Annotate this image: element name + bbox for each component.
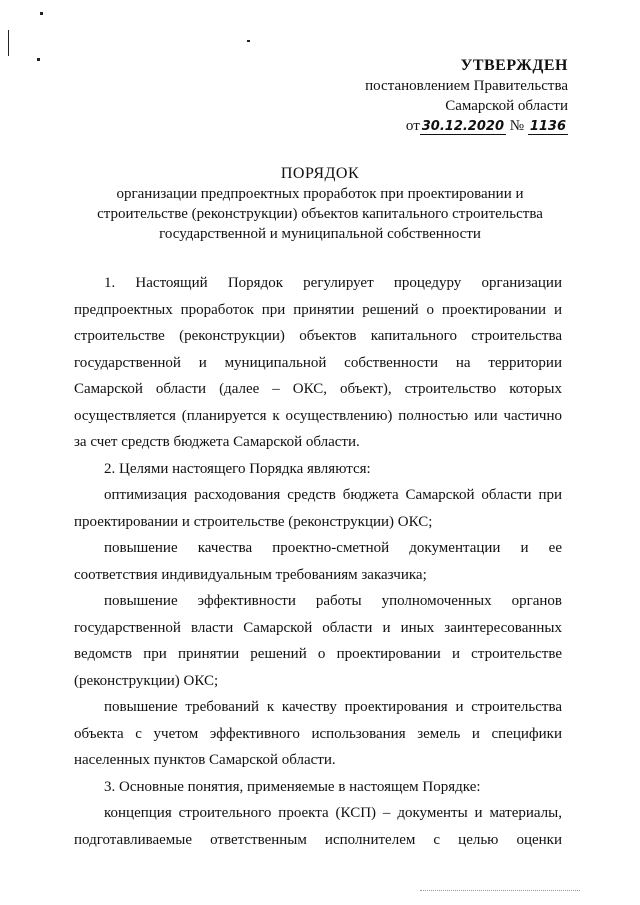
title-line-2: организации предпроектных проработок при проектировании и [116,186,524,202]
approval-heading: УТВЕРЖДЕН [460,57,568,74]
title-line-4: государственной и муниципальной собственности [159,226,481,242]
handwritten-date: 30.12.2020 [421,119,504,134]
scan-mark [37,58,40,61]
paragraph-1: 1. Настоящий Порядок регулирует процедуру организации предпроектных проработок при принятии решений о проектировании и строительстве (реконструкции) объектов капитального строительства государственной и муниципальной собственности на территории Самарской области (далее – ОКС, объект), строительство которых осуществляется (планируется к осуществлению) полностью или частично за счет средств бюджета Самарской области. [74,275,562,450]
title-line-3: строительстве (реконструкции) объектов капитального строительства [97,206,543,222]
scan-mark [40,12,43,15]
paragraph-7: 3. Основные понятия, применяемые в настоящем Порядке: [104,778,481,795]
paragraph-5: повышение эффективности работы уполномоченных органов государственной власти Самарской области и иных заинтересованных ведомств при принятии решений о проектировании и строительстве (реконструкции) ОКС; [74,593,562,689]
scan-mark [247,40,250,42]
scan-mark [8,30,9,56]
approval-line-2: Самарской области [445,98,568,114]
title-heading: ПОРЯДОК [280,165,360,182]
paragraph-3: оптимизация расходования средств бюджета Самарской области при проектировании и строительстве (реконструкции) ОКС; [74,487,562,530]
document-body [74,270,562,853]
handwritten-number: 1136 [529,119,566,134]
approval-stamp [318,56,568,137]
paragraph-8: концепция строительного проекта (КСП) – документы и материалы, подготавливаемые ответственным исполнителем с целью оценки [74,805,562,848]
paragraph-2: 2. Целями настоящего Порядка являются: [104,460,371,477]
paragraph-4: повышение качества проектно-сметной документации и ее соответствия индивидуальным требованиям заказчика; [74,540,562,583]
document-title [74,164,566,244]
scan-noise [420,890,580,897]
date-prefix: от [405,118,420,134]
number-prefix: № [509,118,525,134]
approval-date-line [318,116,568,137]
approval-line-1: постановлением Правительства [365,78,568,94]
paragraph-6: повышение требований к качеству проектирования и строительства объекта с учетом эффективного использования земель и специфики населенных пунктов Самарской области. [74,699,562,768]
